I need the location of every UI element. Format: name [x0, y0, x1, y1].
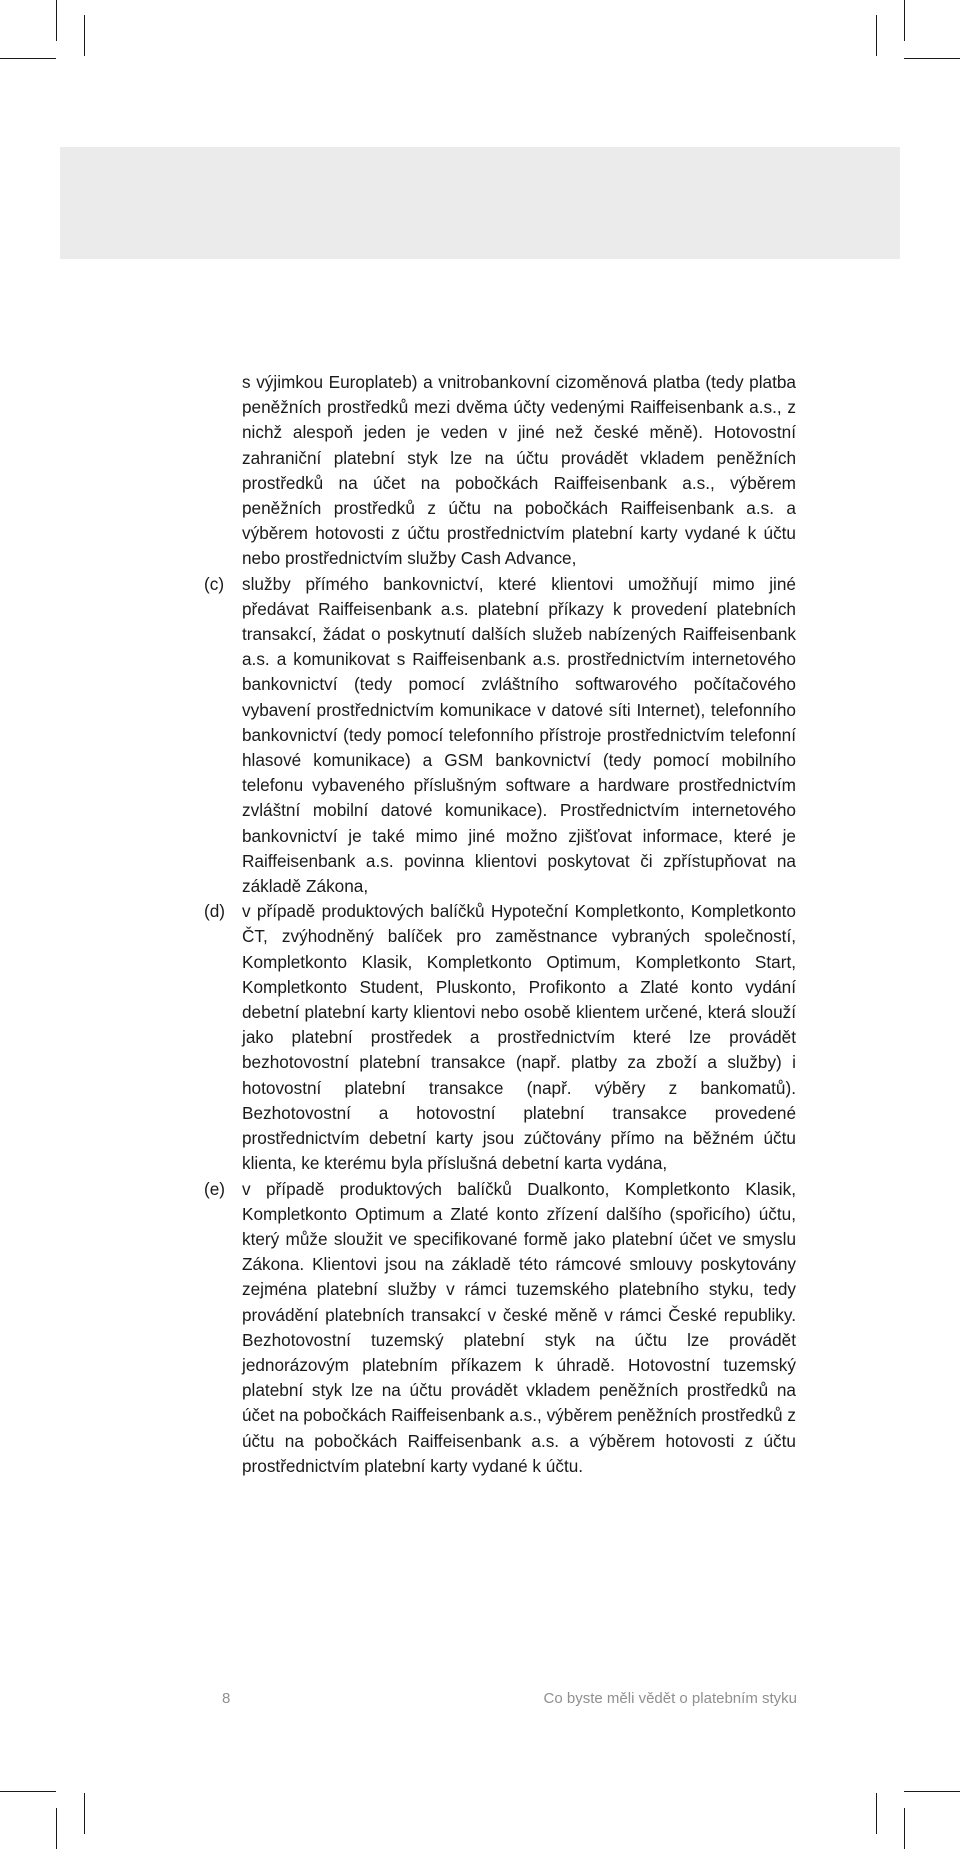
list-label: (d) — [204, 901, 226, 922]
crop-mark-top-right-v1 — [876, 15, 877, 56]
crop-mark-top-left-h — [0, 58, 56, 59]
paragraph-continuation — [242, 370, 796, 572]
paragraph-text: s výjimkou Europlateb) a vnitrobankovní cizoměnová platba (tedy platba peněžních prostředků mezi dvěma účty vedenými Raiffeisenbank a.s., z nichž alespoň jeden je veden v jiné než české měně). Hotovostní zahraniční platební styk lze na účtu provádět vkladem peněžních prostředků na účet na pobočkách Raiffeisenbank a.s., výběrem peněžních prostředků z účtu na pobočkách Raiffeisenbank a.s. a výběrem hotovosti z účtu prostřednictvím platební karty vydané k účtu nebo prostřednictvím služby Cash Advance, — [242, 372, 796, 569]
page-number: 8 — [222, 1690, 231, 1707]
list-item-text: v případě produktových balíčků Dualkonto, Kompletkonto Klasik, Kompletkonto Optimum a Zlaté konto zřízení dalšího (spořicího) účtu, který může sloužit ve specifikované formě jako platební účet ve smyslu Zákona. Klientovi jsou na základě této rámcové smlouvy poskytovány zejména platební služby v rámci tuzemského platebního styku, tedy provádění platebních transakcí v české měně v rámci České republiky. Bezhotovostní tuzemský platební styk na účtu lze provádět jednorázovým platebním příkazem k úhradě. Hotovostní tuzemský platební styk lze na účtu provádět vkladem peněžních prostředků na účet na pobočkách Raiffeisenbank a.s., výběrem peněžních prostředků z účtu na pobočkách Raiffeisenbank a.s. a výběrem hotovosti z účtu prostřednictvím platební karty vydané k účtu. — [242, 1178, 796, 1476]
running-title: Co byste měli vědět o platebním styku — [543, 1690, 797, 1707]
list-item-d — [204, 899, 796, 1176]
crop-mark-bottom-left-h — [0, 1791, 56, 1792]
crop-mark-bottom-right-v1 — [876, 1793, 877, 1834]
crop-mark-top-right-v2 — [904, 0, 905, 41]
list-item-text: služby přímého bankovnictví, které klientovi umožňují mimo jiné předávat Raiffeisenbank a.s. platební příkazy k provedení platebních transakcí, žádat o poskytnutí dalších služeb nabízených Raiffeisenbank a.s. a komunikovat s Raiffeisenbank a.s. prostřednictvím internetového bankovnictví (tedy pomocí zvláštního softwarového počítačového vybavení prostřednictvím komunikace v datové síti Internet), telefonního bankovnictví (tedy pomocí telefonního přístroje prostřednictvím telefonní hlasové komunikace) a GSM bankovnictví (tedy pomocí mobilního telefonu vybaveného příslušným software a hardware prostřednictvím zvláštní mobilní datové komunikace). Prostřednictvím internetového bankovnictví je také mimo jiné možno zjišťovat informace, které je Raiffeisenbank a.s. povinna klientovi poskytovat či zpřístupňovat na základě Zákona, — [242, 573, 796, 897]
crop-mark-bottom-left-v1 — [56, 1808, 57, 1849]
crop-mark-top-right-h — [904, 58, 960, 59]
crop-mark-top-left-v1 — [56, 0, 57, 41]
body-text — [204, 370, 796, 1479]
list-item-c — [204, 572, 796, 900]
list-item-text: v případě produktových balíčků Hypoteční Kompletkonto, Kompletkonto ČT, zvýhodněný balíček pro zaměstnance vybraných společností, Kompletkonto Klasik, Kompletkonto Optimum, Kompletkonto Start, Kompletkonto Student, Pluskonto, Profikonto a Zlaté konto vydání debetní platební karty klientovi nebo osobě klientem určené, která slouží jako platební prostředek a prostřednictvím které lze provádět bezhotovostní platební transakce (např. platby za zboží a služby) i hotovostní platební transakce (např. výběry z bankomatů). Bezhotovostní a hotovostní platební transakce provedené prostřednictvím debetní karty jsou zúčtovány přímo na běžném účtu klienta, ke kterému byla příslušná debetní karta vydána, — [242, 901, 796, 1174]
crop-mark-top-left-v2 — [84, 15, 85, 56]
crop-mark-bottom-left-v2 — [84, 1793, 85, 1834]
header-band — [60, 147, 900, 259]
crop-mark-bottom-right-v2 — [904, 1808, 905, 1849]
list-label: (c) — [204, 573, 225, 594]
crop-mark-bottom-right-h — [904, 1791, 960, 1792]
list-item-e — [204, 1177, 796, 1479]
list-label: (e) — [204, 1178, 226, 1199]
